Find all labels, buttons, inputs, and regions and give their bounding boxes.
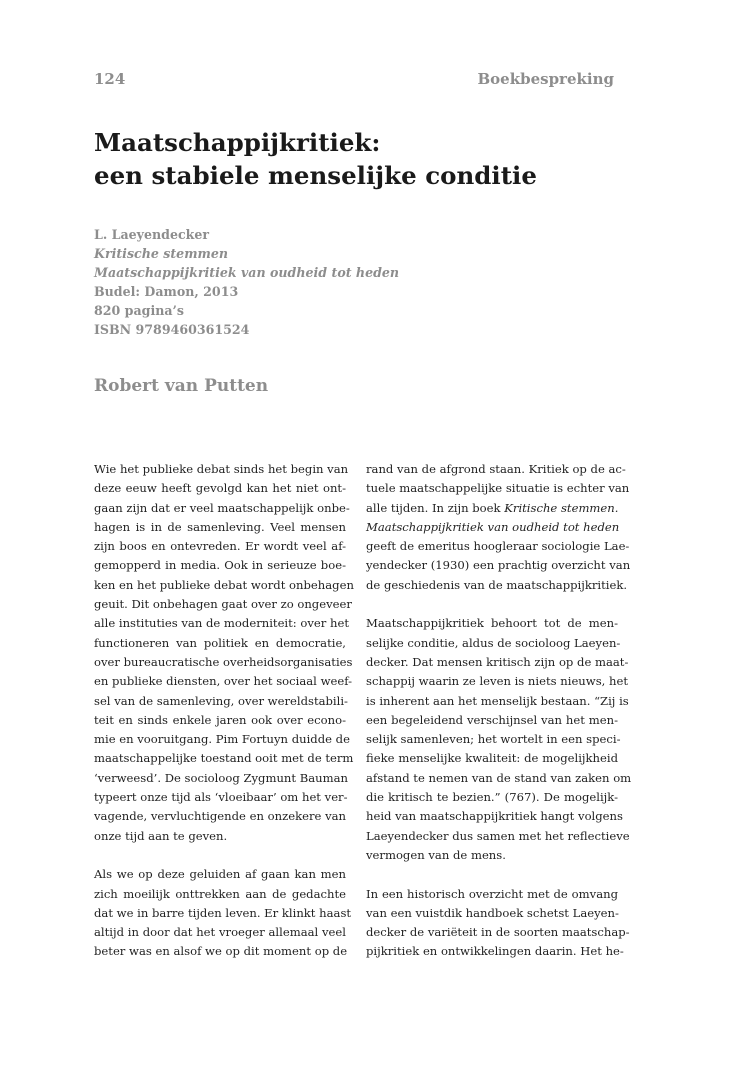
- book-metadata: [94, 225, 399, 339]
- reviewer-name: Robert van Putten: [94, 376, 269, 396]
- body-line: fieke menselijke kwaliteit: de mogelijkheid: [366, 751, 618, 766]
- body-line: tuele maatschappelijke situatie is echter van: [366, 481, 630, 496]
- body-line: In een historisch overzicht met de omvang: [366, 886, 618, 901]
- body-paragraph: [94, 865, 352, 961]
- body-column-right: [366, 460, 632, 962]
- body-line: Wie het publieke debat sinds het begin van: [94, 462, 349, 476]
- page-number: 124: [94, 70, 126, 88]
- body-line: maatschappelijke toestand ooit met de term: [94, 751, 354, 766]
- body-line: typeert onze tijd als ‘vloeibaar’ om het ver-: [94, 790, 348, 805]
- body-line: deze eeuw heeft gevolgd kan het niet ont-: [94, 481, 346, 496]
- body-line: zich moeilijk onttrekken aan de gedachte: [94, 886, 346, 901]
- body-line: afstand te nemen van de stand van zaken om: [366, 770, 632, 785]
- title-line-2: een stabiele menselijke conditie: [94, 161, 537, 190]
- body-paragraph: [366, 614, 632, 865]
- body-line: een begeleidend verschijnsel van het men-: [366, 712, 618, 727]
- body-line: gaan zijn dat er veel maatschappelijk onbe-: [94, 500, 350, 515]
- body-line: Maatschappijkritiek behoort tot de men-: [366, 616, 618, 631]
- body-line: en publieke diensten, over het sociaal weef-: [94, 674, 353, 689]
- body-paragraph: [366, 885, 630, 962]
- body-line: hagen is in de samenleving. Veel mensen: [94, 519, 346, 534]
- book-subtitle: Maatschappijkritiek van oudheid tot heden: [94, 265, 400, 280]
- body-line: de geschiedenis van de maatschappijkritiek.: [366, 577, 628, 592]
- body-line: vagende, vervluchtigende en onzekere van: [94, 809, 346, 824]
- body-line: dat we in barre tijden leven. Er klinkt haast: [94, 905, 352, 920]
- body-line: over bureaucratische overheidsorganisaties: [94, 654, 353, 669]
- book-author: L. Laeyendecker: [94, 227, 209, 242]
- paragraph-gap: [94, 846, 346, 865]
- body-paragraph: [94, 460, 354, 846]
- running-head: Boekbespreking: [477, 70, 614, 88]
- body-line: van een vuistdik handboek schetst Laeyen-: [366, 905, 619, 920]
- body-line: decker de variëteit in de soorten maatschap-: [366, 925, 630, 940]
- body-line: alle instituties van de moderniteit: over het: [94, 616, 349, 631]
- book-publisher: Budel: Damon, 2013: [94, 284, 239, 299]
- book-isbn: ISBN 9789460361524: [94, 322, 250, 337]
- body-line: zijn boos en ontevreden. Er wordt veel af-: [94, 539, 346, 554]
- paragraph-gap: [366, 865, 618, 884]
- body-paragraph: [366, 460, 631, 595]
- body-line: yendecker (1930) een prachtig overzicht van: [366, 558, 631, 573]
- body-line: decker. Dat mensen kritisch zijn op de maat-: [366, 654, 629, 669]
- body-column-left: [94, 460, 354, 962]
- body-line: alle tijden. In zijn boek Kritische stemmen.: [366, 500, 619, 515]
- body-line: onze tijd aan te geven.: [94, 828, 228, 843]
- body-line: selijk samenleven; het wortelt in een speci-: [366, 732, 621, 747]
- body-line: Laeyendecker dus samen met het reflectieve: [366, 828, 630, 843]
- body-line: altijd in door dat het vroeger allemaal veel: [94, 925, 346, 940]
- body-line: heid van maatschappijkritiek hangt volgens: [366, 809, 623, 824]
- body-line: vermogen van de mens.: [366, 847, 506, 862]
- body-line: functioneren van politiek en democratie,: [94, 635, 346, 650]
- body-line: gemopperd in media. Ook in serieuze boe-: [94, 558, 346, 573]
- title-line-1: Maatschappijkritiek:: [94, 128, 381, 157]
- body-line: rand van de afgrond staan. Kritiek op de ac-: [366, 462, 626, 476]
- body-line: is inherent aan het menselijk bestaan. “Zij is: [366, 693, 629, 708]
- body-line: geuit. Dit onbehagen gaat over zo ongeveer: [94, 597, 352, 612]
- body-line: Als we op deze geluiden af gaan kan men: [94, 867, 346, 882]
- body-line: Maatschappijkritiek van oudheid tot heden: [366, 519, 620, 534]
- body-line: beter was en alsof we op dit moment op de: [94, 944, 348, 959]
- book-title: Kritische stemmen: [94, 246, 229, 261]
- article-title: [94, 126, 537, 192]
- body-line: pijkritiek en ontwikkelingen daarin. Het he-: [366, 944, 624, 959]
- body-line: teit en sinds enkele jaren ook over econo-: [94, 712, 346, 727]
- book-pages: 820 pagina’s: [94, 303, 185, 318]
- body-line: geeft de emeritus hoogleraar sociologie Lae-: [366, 539, 630, 554]
- body-line: ‘verweesd’. De socioloog Zygmunt Bauman: [94, 770, 349, 785]
- body-line: ken en het publieke debat wordt onbehagen: [94, 577, 354, 592]
- body-line: mie en vooruitgang. Pim Fortuyn duidde de: [94, 732, 350, 747]
- body-line: die kritisch te bezien.” (767). De mogelijk-: [366, 790, 618, 805]
- book-title-ref: Kritische stemmen.: [504, 500, 619, 515]
- body-line: sel van de samenleving, over wereldstabili-: [94, 693, 348, 708]
- body-line: selijke conditie, aldus de socioloog Laeyen-: [366, 635, 621, 650]
- body-line: schappij waarin ze leven is niets nieuws, het: [366, 674, 628, 689]
- paragraph-gap: [366, 595, 618, 614]
